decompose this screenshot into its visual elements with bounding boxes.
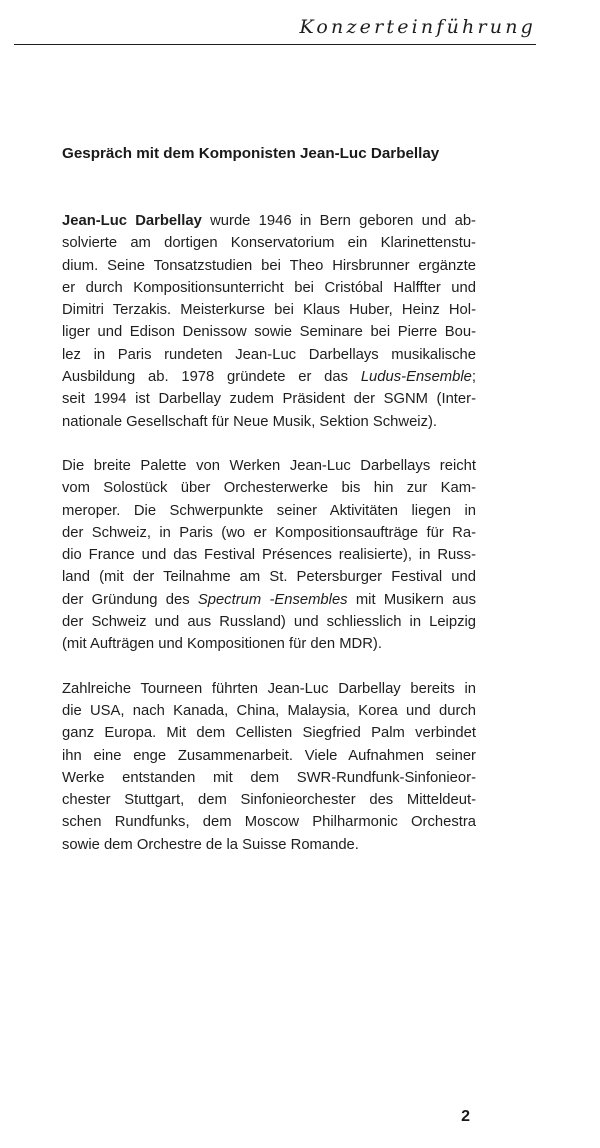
text-segment: vom Solostück über Orchesterwerke bis hin zur Kam- — [62, 480, 476, 497]
text-segment: Dimitri Terzakis. Meisterkurse bei Klaus Huber, Heinz Hol- — [62, 302, 476, 319]
text-segment: er durch Kompositionsunterricht bei Cristóbal Halffter und — [62, 279, 476, 296]
text-line — [62, 522, 476, 544]
text-line — [62, 321, 476, 343]
text-segment: chester Stuttgart, dem Sinfonieorchester des Mitteldeut- — [62, 792, 476, 809]
text-segment: sowie dem Orchestre de la Suisse Romande. — [62, 836, 359, 853]
text-line — [62, 388, 476, 410]
text-segment: der Schweiz, in Paris (wo er Kompositionsaufträge für Ra- — [62, 524, 476, 541]
text-line — [62, 210, 476, 232]
text-segment: meroper. Die Schwerpunkte seiner Aktivitäten liegen in — [62, 502, 476, 519]
text-segment: ; — [471, 369, 476, 386]
text-segment: schen Rundfunks, dem Moscow Philharmonic Orchestra — [62, 814, 476, 831]
text-line — [62, 232, 476, 254]
text-segment: nationale Gesellschaft für Neue Musik, Sektion Schweiz). — [62, 413, 438, 430]
text-line — [62, 411, 476, 433]
text-segment: dio France und das Festival Présences realisierte), in Russ- — [62, 547, 476, 564]
header-rule — [14, 44, 536, 45]
text-line — [62, 566, 476, 588]
text-line — [62, 722, 476, 744]
text-line — [62, 767, 476, 789]
running-title: Konzerteinführung — [299, 16, 536, 38]
text-line — [62, 611, 476, 633]
text-segment: liger und Edison Denissow sowie Seminare bei Pierre Bou- — [62, 324, 476, 341]
text-line — [62, 500, 476, 522]
text-segment: Ausbildung ab. 1978 gründete er das — [62, 369, 361, 386]
text-line — [62, 255, 476, 277]
text-line — [62, 277, 476, 299]
text-segment: lez in Paris rundeten Jean-Luc Darbellays musikalische — [62, 346, 476, 363]
bold-name: Jean-Luc Darbellay — [62, 213, 202, 229]
text-line — [62, 366, 476, 388]
text-segment: Die breite Palette von Werken Jean-Luc Darbellays reicht — [62, 457, 476, 474]
text-segment: Werke entstanden mit dem SWR-Rundfunk-Sinfonieor- — [62, 769, 476, 786]
text-line — [62, 700, 476, 722]
text-segment: wurde 1946 in Bern geboren und ab- — [201, 213, 476, 229]
text-segment: land (mit der Teilnahme am St. Petersburger Festival und — [62, 569, 476, 586]
text-segment: ihn eine enge Zusammenarbeit. Viele Aufnahmen seiner — [62, 747, 476, 764]
text-segment: solvierte am dortigen Konservatorium ein Klarinettenstu- — [62, 235, 476, 252]
text-line — [62, 299, 476, 321]
text-segment: der Schweiz und aus Russland) und schliesslich in Leipzig — [62, 614, 476, 631]
text-segment: mit Musikern aus — [347, 591, 476, 608]
text-line — [62, 477, 476, 499]
text-line — [62, 344, 476, 366]
text-line — [62, 811, 476, 833]
paragraph — [62, 455, 476, 656]
italic-title: Ludus-Ensemble — [360, 369, 472, 386]
article-body — [62, 210, 476, 878]
text-segment: die USA, nach Kanada, China, Malaysia, Korea und durch — [62, 702, 476, 719]
page-number: 2 — [461, 1108, 470, 1125]
text-segment: dium. Seine Tonsatzstudien bei Theo Hirsbrunner ergänzte — [62, 257, 476, 274]
text-line — [62, 455, 476, 477]
text-segment: der Gründung des — [62, 591, 198, 608]
text-line — [62, 745, 476, 767]
paragraph — [62, 210, 476, 433]
text-segment: (mit Aufträgen und Kompositionen für den MDR). — [62, 636, 382, 653]
section-heading: Gespräch mit dem Komponisten Jean-Luc Darbellay — [62, 145, 440, 162]
text-line — [62, 544, 476, 566]
paragraph — [62, 678, 476, 856]
text-segment: Zahlreiche Tourneen führten Jean-Luc Darbellay bereits in — [62, 680, 476, 697]
text-segment: ganz Europa. Mit dem Cellisten Siegfried Palm verbindet — [62, 725, 476, 742]
text-line — [62, 633, 476, 655]
text-segment: seit 1994 ist Darbellay zudem Präsident der SGNM (Inter- — [62, 391, 476, 408]
text-line — [62, 834, 476, 856]
text-line — [62, 589, 476, 611]
text-line — [62, 789, 476, 811]
italic-title: Spectrum -Ensembles — [197, 591, 348, 608]
text-line — [62, 678, 476, 700]
